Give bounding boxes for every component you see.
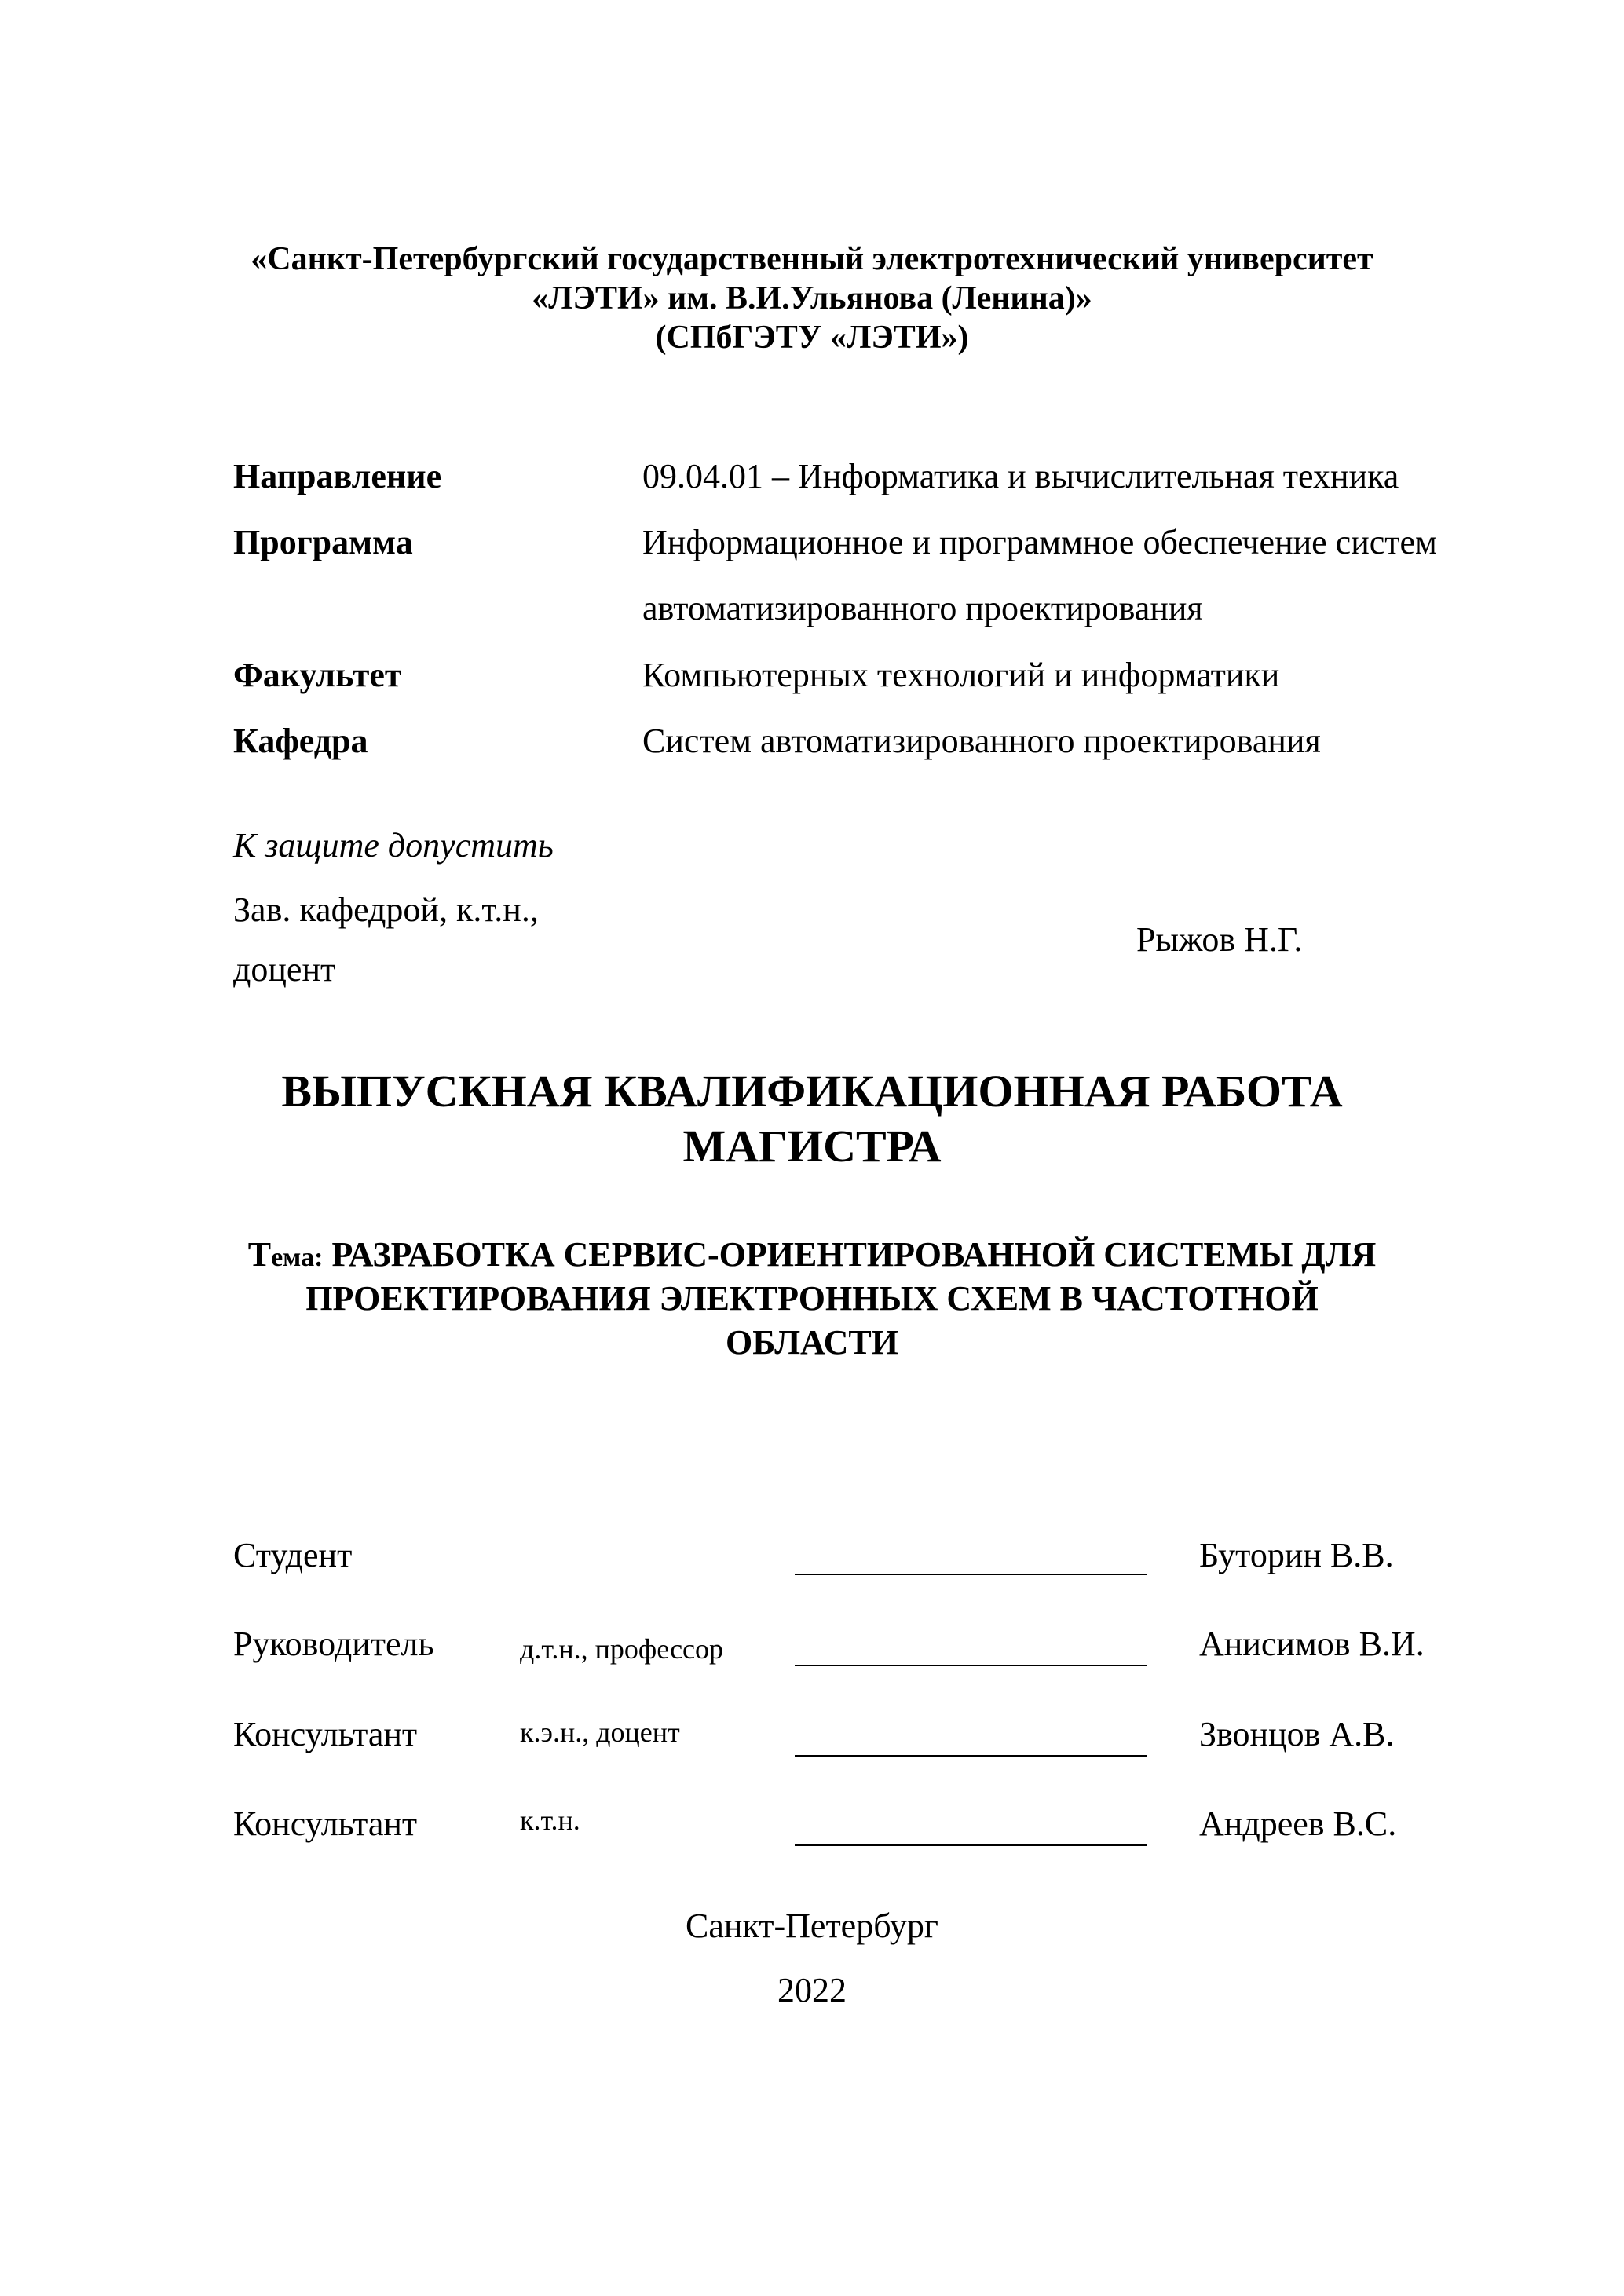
supervisor-degree: д.т.н., профессор bbox=[520, 1633, 724, 1665]
consultant-2-name: Андреев В.С. bbox=[1199, 1804, 1397, 1843]
direction-value: 09.04.01 – Информатика и вычислительная техника bbox=[642, 457, 1399, 495]
program-value-line1: Информационное и программное обеспечение систем bbox=[642, 523, 1437, 561]
program-label: Программа bbox=[233, 523, 413, 561]
topic-prefix-rest: ема: bbox=[271, 1243, 324, 1272]
consultant-2-role: Консультант bbox=[233, 1804, 418, 1843]
department-value: Систем автоматизированного проектирования bbox=[642, 722, 1321, 760]
student-role: Студент bbox=[233, 1536, 353, 1574]
supervisor-name: Анисимов В.И. bbox=[1199, 1625, 1425, 1663]
approver-position-line1: Зав. кафедрой, к.т.н., bbox=[233, 890, 539, 929]
approver-position-line2: доцент bbox=[233, 950, 336, 989]
approval-heading: К защите допустить bbox=[233, 826, 554, 865]
consultant-1-degree: к.э.н., доцент bbox=[520, 1717, 680, 1748]
faculty-label: Факультет bbox=[233, 656, 402, 694]
university-name-line2: «ЛЭТИ» им. В.И.Ульянова (Ленина)» bbox=[532, 280, 1092, 316]
consultant-1-signature-line bbox=[795, 1755, 1147, 1757]
topic-prefix-initial: Т bbox=[247, 1235, 272, 1274]
supervisor-signature-line bbox=[795, 1665, 1147, 1666]
consultant-1-role: Консультант bbox=[233, 1715, 418, 1753]
program-value-line2: автоматизированного проектирования bbox=[642, 589, 1203, 627]
city: Санкт-Петербург bbox=[686, 1907, 938, 1945]
topic-line1 bbox=[0, 1233, 1624, 1280]
direction-label: Направление bbox=[233, 457, 442, 495]
topic-text-line1: РАЗРАБОТКА СЕРВИС-ОРИЕНТИРОВАННОЙ СИСТЕМЫ ДЛЯ bbox=[331, 1235, 1377, 1274]
consultant-1-name: Звонцов А.В. bbox=[1199, 1715, 1395, 1753]
topic-line2: ПРОЕКТИРОВАНИЯ ЭЛЕКТРОННЫХ СХЕМ В ЧАСТОТНОЙ bbox=[305, 1279, 1319, 1318]
faculty-value: Компьютерных технологий и информатики bbox=[642, 656, 1280, 694]
student-signature-line bbox=[795, 1574, 1147, 1575]
year: 2022 bbox=[777, 1971, 847, 2009]
university-name-line1: «Санкт-Петербургский государственный электротехнический университет bbox=[251, 241, 1373, 277]
student-name: Буторин В.В. bbox=[1199, 1536, 1394, 1574]
thesis-title-line2: МАГИСТРА bbox=[682, 1121, 942, 1172]
consultant-2-signature-line bbox=[795, 1844, 1147, 1846]
department-label: Кафедра bbox=[233, 722, 368, 760]
supervisor-role: Руководитель bbox=[233, 1625, 434, 1663]
consultant-2-degree: к.т.н. bbox=[520, 1804, 580, 1836]
thesis-title-line1: ВЫПУСКНАЯ КВАЛИФИКАЦИОННАЯ РАБОТА bbox=[281, 1066, 1343, 1117]
university-abbreviation: (СПбГЭТУ «ЛЭТИ») bbox=[655, 320, 969, 356]
topic-line3: ОБЛАСТИ bbox=[726, 1323, 898, 1362]
approver-name: Рыжов Н.Г. bbox=[1136, 920, 1303, 959]
